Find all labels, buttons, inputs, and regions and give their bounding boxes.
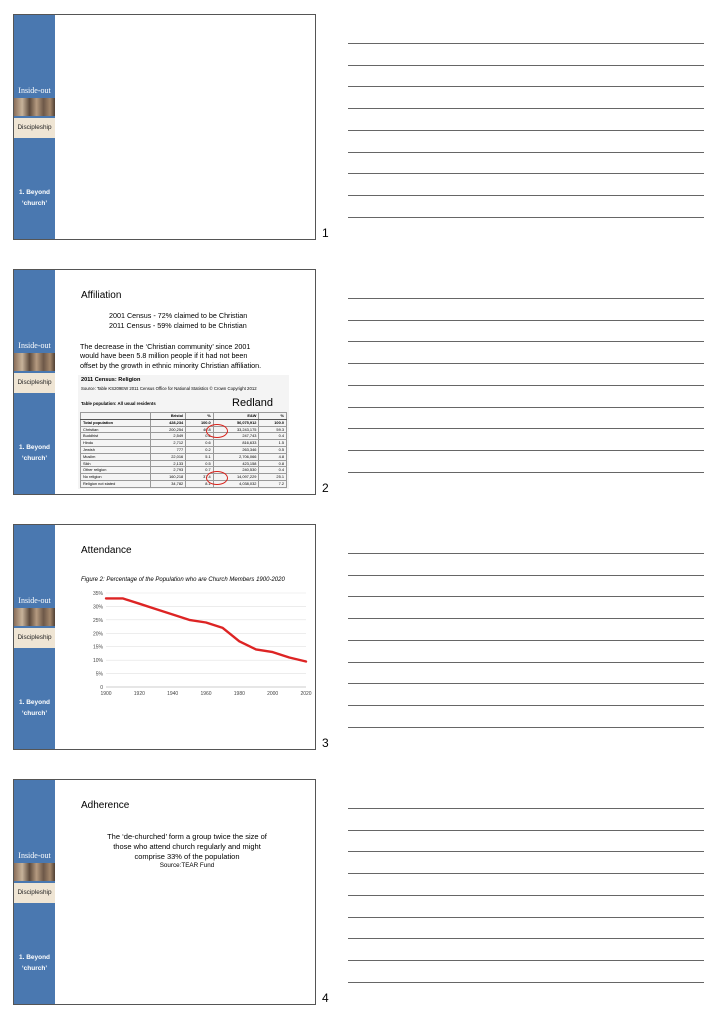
adherence-text — [59, 832, 315, 870]
note-line — [348, 86, 704, 87]
table-cell: 247,743 — [213, 433, 259, 440]
table-cell: 0.5 — [186, 460, 214, 467]
group-photo — [14, 353, 55, 371]
section-label — [14, 697, 55, 719]
x-tick-label: 1940 — [167, 691, 179, 697]
census-2011-line: 2011 Census - 59% claimed to be Christian — [109, 321, 247, 330]
note-line — [348, 450, 704, 451]
note-line — [348, 195, 704, 196]
note-line — [348, 43, 704, 44]
table-cell: 5.1 — [186, 453, 214, 460]
note-line — [348, 851, 704, 852]
y-tick-label: 25% — [92, 617, 103, 624]
table-cell: Sikh — [81, 460, 151, 467]
table-cell: 59.3 — [259, 426, 287, 433]
census-table-population: Table population: All usual residents — [81, 401, 156, 406]
y-tick-label: 15% — [92, 644, 103, 651]
table-row — [81, 426, 287, 433]
header-cell: E&W — [213, 413, 259, 420]
table-row — [81, 467, 287, 474]
table-cell: Religion not stated — [81, 480, 151, 487]
table-cell: 0.7 — [186, 467, 214, 474]
y-tick-label: 0 — [100, 685, 103, 691]
x-tick-label: 2000 — [267, 691, 279, 697]
decrease-text — [80, 342, 261, 370]
table-cell: 37.4 — [186, 474, 214, 481]
discipleship-label: Discipleship — [14, 373, 55, 393]
table-cell: 0.8 — [259, 460, 287, 467]
slide-3 — [13, 524, 316, 750]
table-cell: No religion — [81, 474, 151, 481]
note-line — [348, 385, 704, 386]
table-cell: 0.6 — [186, 440, 214, 447]
note-line — [348, 662, 704, 663]
chart-title: Figure 2: Percentage of the Population who are Church Members 1900-2020 — [81, 577, 285, 583]
census-2001-line: 2001 Census - 72% claimed to be Christian — [109, 311, 248, 320]
note-line — [348, 618, 704, 619]
table-cell: Total population — [81, 419, 151, 426]
note-line — [348, 298, 704, 299]
note-line — [348, 341, 704, 342]
note-line — [348, 173, 704, 174]
note-line — [348, 472, 704, 473]
table-cell: 2,712 — [150, 440, 186, 447]
slide-title: Affiliation — [81, 290, 122, 301]
table-cell: 2,793 — [150, 467, 186, 474]
table-cell: 263,346 — [213, 446, 259, 453]
section-label — [14, 442, 55, 464]
table-cell: 100.0 — [186, 419, 214, 426]
table-row — [81, 460, 287, 467]
y-tick-label: 35% — [92, 591, 103, 597]
table-row — [81, 453, 287, 460]
section-line-1: 1. Beyond — [18, 699, 51, 706]
table-cell: 2,706,066 — [213, 453, 259, 460]
note-line — [348, 727, 704, 728]
table-cell: 200,254 — [150, 426, 186, 433]
table-cell: 56,075,912 — [213, 419, 259, 426]
adherence-line-3: comprise 33% of the population — [134, 852, 240, 861]
section-line-2: ‘church’ — [21, 200, 48, 207]
table-cell: Muslim — [81, 453, 151, 460]
table-cell: 34,782 — [150, 480, 186, 487]
table-cell: 0.6 — [186, 433, 214, 440]
group-photo — [14, 608, 55, 626]
note-line — [348, 938, 704, 939]
slide-4 — [13, 779, 316, 1005]
christian-circle-annotation — [206, 424, 228, 438]
note-line — [348, 407, 704, 408]
section-label — [14, 187, 55, 209]
section-line-1: 1. Beyond — [18, 954, 51, 961]
census-table-title: 2011 Census: Religion — [81, 377, 141, 383]
table-cell: 22,016 — [150, 453, 186, 460]
slide-1 — [13, 14, 316, 240]
section-line-1: 1. Beyond — [18, 189, 51, 196]
table-cell: 1.5 — [259, 440, 287, 447]
redland-annotation: Redland — [232, 397, 273, 409]
note-line — [348, 320, 704, 321]
note-line — [348, 152, 704, 153]
decrease-line-2: would have been 5.8 million people if it had not been — [80, 351, 248, 361]
table-cell: 428,234 — [150, 419, 186, 426]
table-cell: Jewish — [81, 446, 151, 453]
x-tick-label: 2020 — [300, 691, 312, 697]
y-tick-label: 20% — [92, 631, 103, 638]
table-cell: 160,218 — [150, 474, 186, 481]
table-cell: Buddhist — [81, 433, 151, 440]
table-cell: 33,243,175 — [213, 426, 259, 433]
discipleship-label: Discipleship — [14, 118, 55, 138]
table-cell: Hindu — [81, 440, 151, 447]
slide-number-1: 1 — [322, 226, 329, 240]
inside-out-logo: Inside-out — [18, 596, 51, 605]
table-cell: 46.8 — [186, 426, 214, 433]
section-line-2: ‘church’ — [21, 965, 48, 972]
table-cell: 25.1 — [259, 474, 287, 481]
x-tick-label: 1900 — [100, 691, 112, 697]
table-cell: 423,158 — [213, 460, 259, 467]
note-line — [348, 575, 704, 576]
decrease-line-1: The decrease in the ‘Christian community’ since 2001 — [80, 342, 251, 351]
table-row — [81, 440, 287, 447]
slide-number-4: 4 — [322, 991, 329, 1005]
note-line — [348, 830, 704, 831]
note-line — [348, 65, 704, 66]
note-line — [348, 217, 704, 218]
table-cell: 0.2 — [186, 446, 214, 453]
table-cell: 2,549 — [150, 433, 186, 440]
note-line — [348, 705, 704, 706]
header-cell — [81, 413, 151, 420]
decrease-line-3: offset by the growth in ethnic minority Christian affiliation. — [80, 360, 262, 370]
header-cell: Bristol — [150, 413, 186, 420]
note-line — [348, 960, 704, 961]
slide-number-3: 3 — [322, 736, 329, 750]
adherence-source: Source:TEAR Fund — [159, 862, 215, 869]
header-cell: % — [186, 413, 214, 420]
note-line — [348, 596, 704, 597]
group-photo — [14, 98, 55, 116]
section-line-1: 1. Beyond — [18, 444, 51, 451]
table-cell: 4,038,032 — [213, 480, 259, 487]
adherence-line-2: those who attend church regularly and might — [113, 842, 261, 851]
table-row — [81, 480, 287, 487]
note-line — [348, 428, 704, 429]
note-line — [348, 108, 704, 109]
inside-out-logo: Inside-out — [18, 341, 51, 350]
note-line — [348, 640, 704, 641]
table-cell: 777 — [150, 446, 186, 453]
table-cell: 0.5 — [259, 446, 287, 453]
note-line — [348, 873, 704, 874]
table-cell: 240,530 — [213, 467, 259, 474]
table-cell: 2,133 — [150, 460, 186, 467]
x-tick-label: 1920 — [133, 691, 145, 697]
table-cell: 0.4 — [259, 433, 287, 440]
inside-out-logo: Inside-out — [18, 86, 51, 95]
table-row — [81, 474, 287, 481]
table-row — [81, 433, 287, 440]
x-tick-label: 1960 — [200, 691, 212, 697]
x-tick-label: 1980 — [233, 691, 245, 697]
y-tick-label: 10% — [92, 658, 103, 665]
note-line — [348, 895, 704, 896]
note-line — [348, 808, 704, 809]
census-table-source: Source: Table KS209EW 2011 Census Office for National Statistics © Crown Copyright 2012 — [81, 386, 257, 391]
census-table — [80, 412, 287, 488]
group-photo — [14, 863, 55, 881]
note-line — [348, 683, 704, 684]
y-tick-label: 5% — [95, 671, 103, 678]
section-line-2: ‘church’ — [21, 710, 48, 717]
slide-2 — [13, 269, 316, 495]
slide-title: Adherence — [81, 800, 130, 811]
table-header-row — [81, 413, 287, 420]
table-cell: 7.2 — [259, 480, 287, 487]
no-religion-circle-annotation — [206, 471, 228, 485]
section-line-2: ‘church’ — [21, 455, 48, 462]
y-tick-label: 30% — [92, 604, 103, 611]
discipleship-label: Discipleship — [14, 628, 55, 648]
attendance-chart — [74, 585, 314, 705]
header-cell: % — [259, 413, 287, 420]
discipleship-label: Discipleship — [14, 883, 55, 903]
table-row — [81, 446, 287, 453]
inside-out-logo: Inside-out — [18, 851, 51, 860]
table-cell: 14,097,229 — [213, 474, 259, 481]
table-cell: 100.0 — [259, 419, 287, 426]
note-line — [348, 982, 704, 983]
slide-title: Attendance — [81, 545, 132, 556]
table-cell: 4.8 — [259, 453, 287, 460]
table-cell: 8.1 — [186, 480, 214, 487]
slide-number-2: 2 — [322, 481, 329, 495]
census-table-image — [78, 375, 289, 489]
note-line — [348, 917, 704, 918]
note-line — [348, 553, 704, 554]
series-line — [106, 598, 306, 661]
table-cell: 0.4 — [259, 467, 287, 474]
note-line — [348, 130, 704, 131]
table-row — [81, 419, 287, 426]
table-cell: Christian — [81, 426, 151, 433]
section-label — [14, 952, 55, 974]
table-cell: 816,633 — [213, 440, 259, 447]
adherence-line-1: The ‘de-churched’ form a group twice the size of — [107, 832, 267, 841]
note-line — [348, 363, 704, 364]
table-cell: Other religion — [81, 467, 151, 474]
